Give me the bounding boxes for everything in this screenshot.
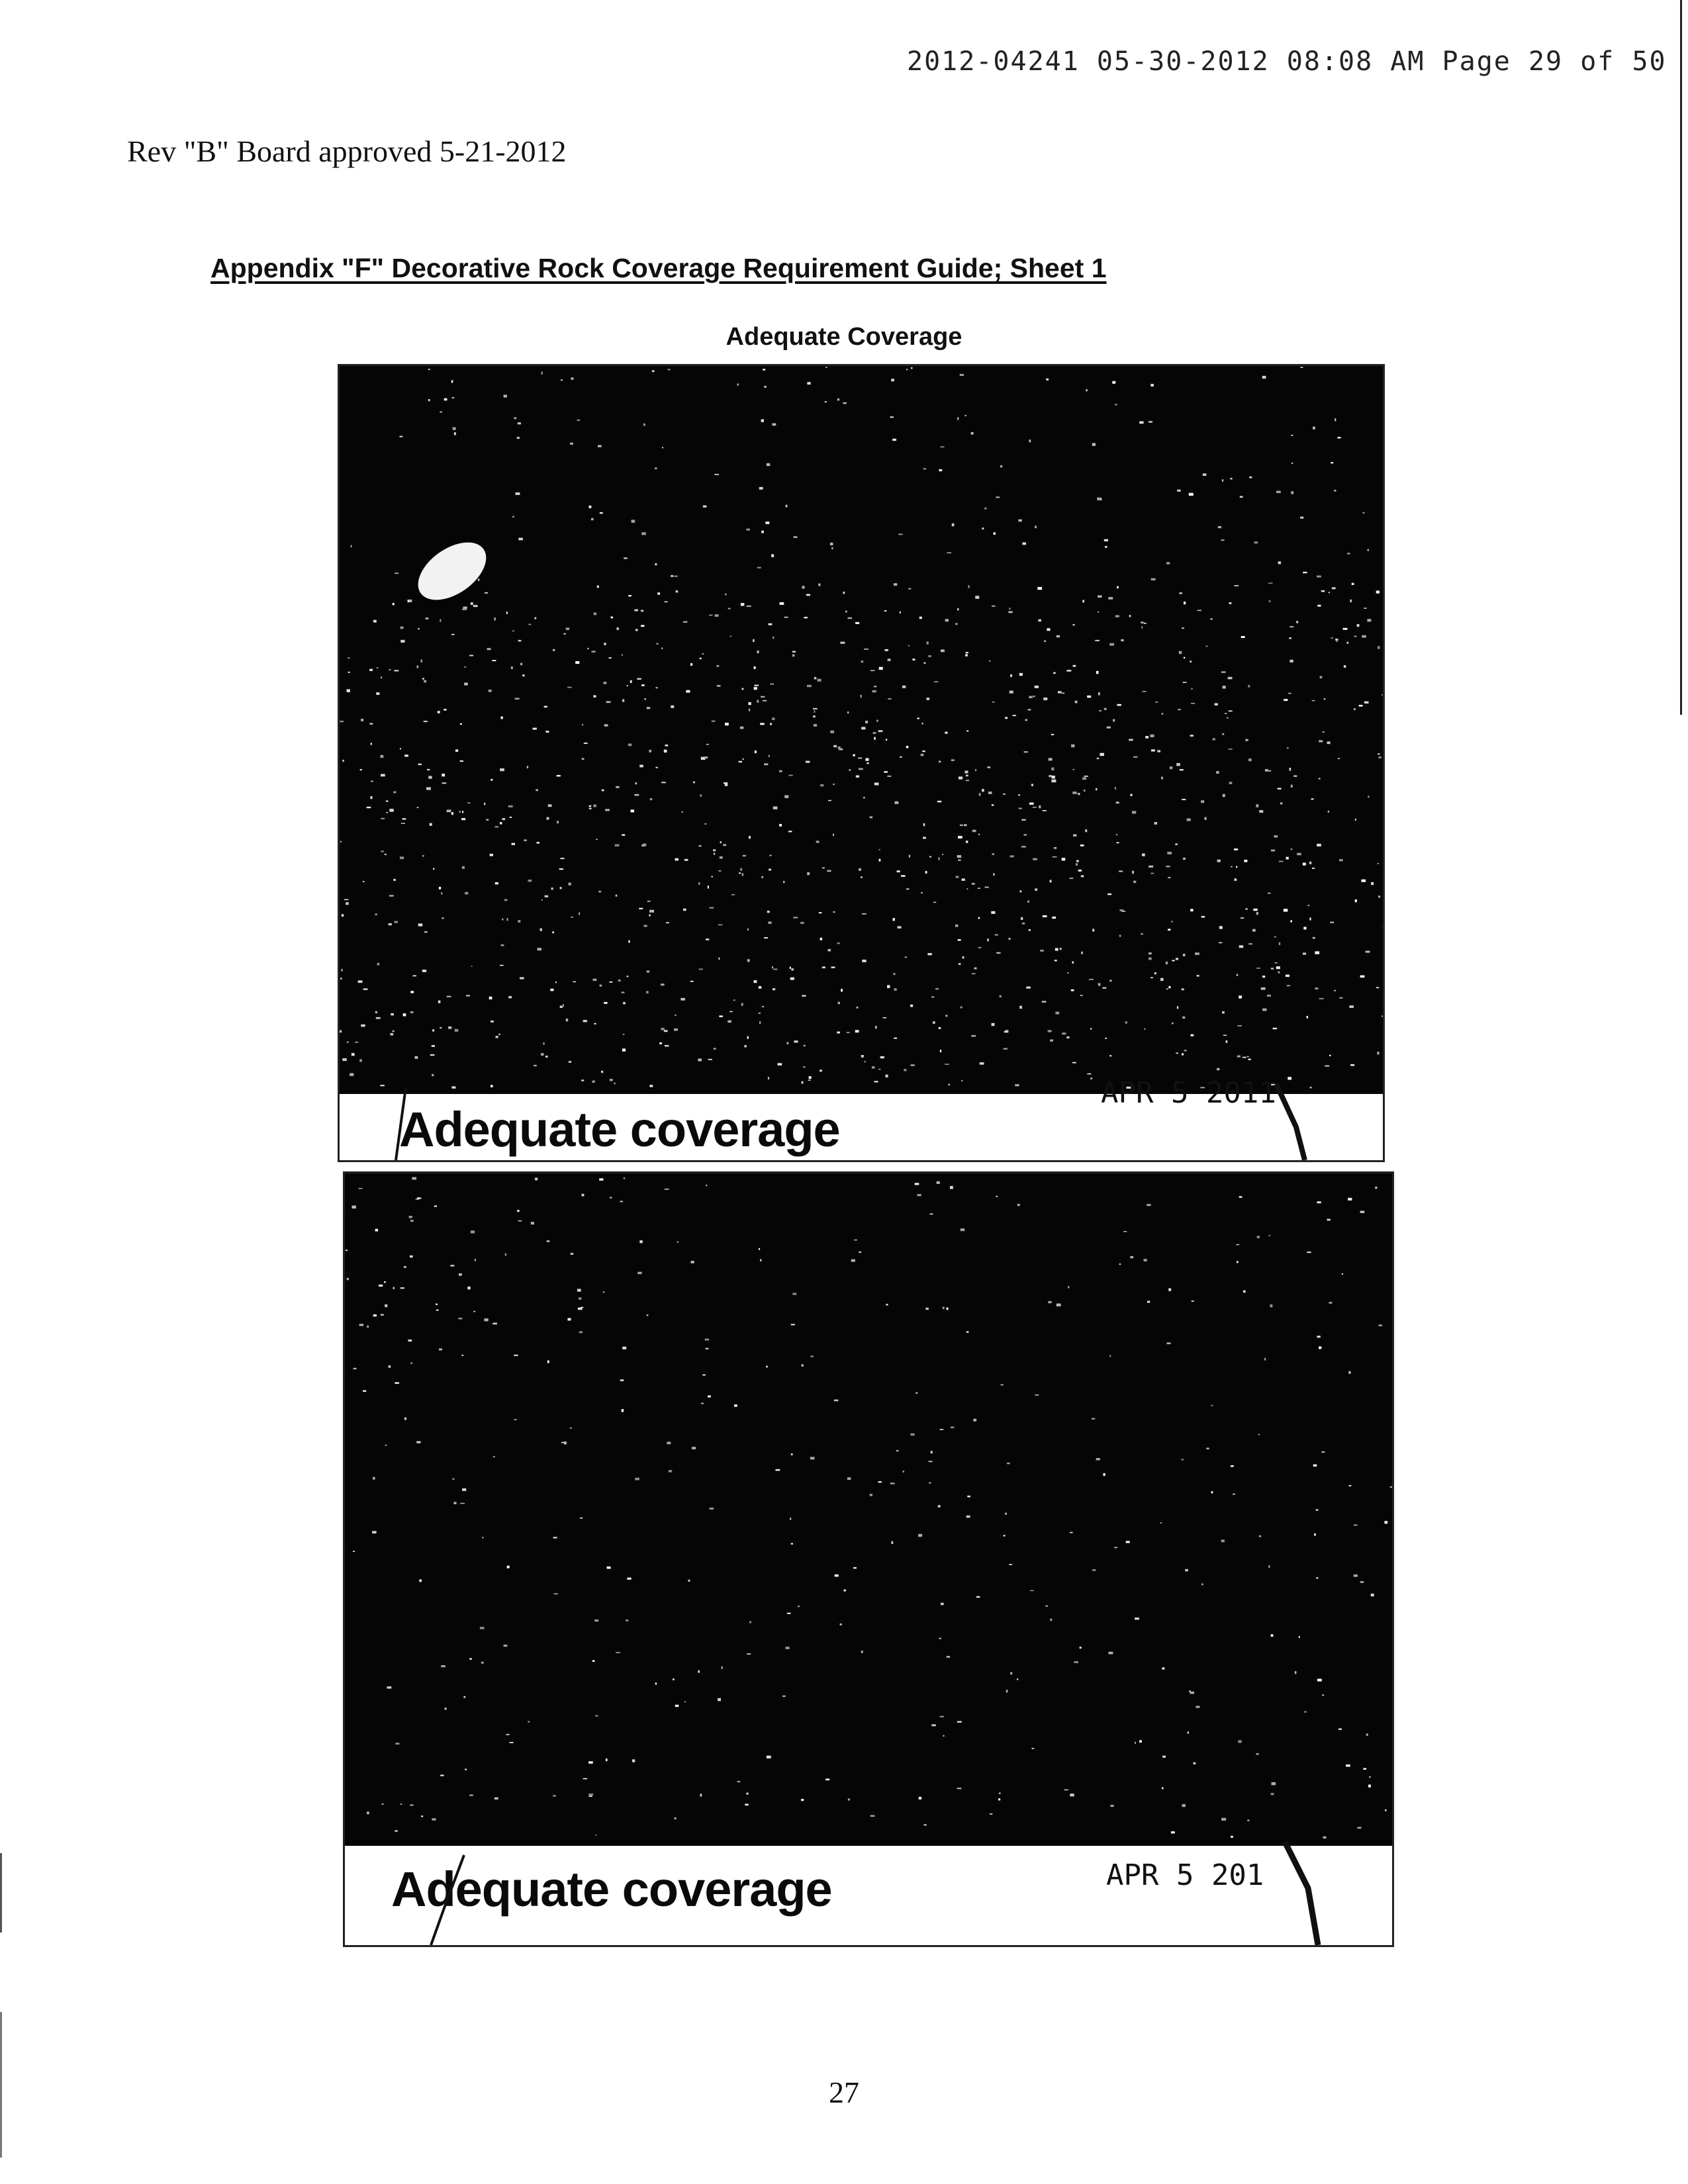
date-stamp: APR 5 2011 — [1101, 1076, 1276, 1110]
gravel-texture — [345, 1173, 1392, 1945]
date-stamp: APR 5 201 — [1106, 1858, 1264, 1892]
section-heading: Adequate Coverage — [726, 323, 962, 351]
coverage-photo — [338, 364, 1385, 1162]
revision-note: Rev "B" Board approved 5-21-2012 — [127, 134, 567, 168]
photo-caption: Adequate coverage — [399, 1102, 840, 1157]
scan-edge-line — [1680, 0, 1682, 715]
scan-edge-mark — [0, 1853, 2, 1933]
appendix-title: Appendix "F" Decorative Rock Coverage Requirement Guide; Sheet 1 — [211, 253, 1107, 283]
coverage-photo — [343, 1171, 1394, 1947]
gravel-texture — [340, 366, 1383, 1160]
page-number: 27 — [829, 2075, 859, 2109]
photo-caption: Adequate coverage — [391, 1862, 832, 1917]
fax-header: 2012-04241 05-30-2012 08:08 AM Page 29 of 50 — [907, 46, 1667, 77]
